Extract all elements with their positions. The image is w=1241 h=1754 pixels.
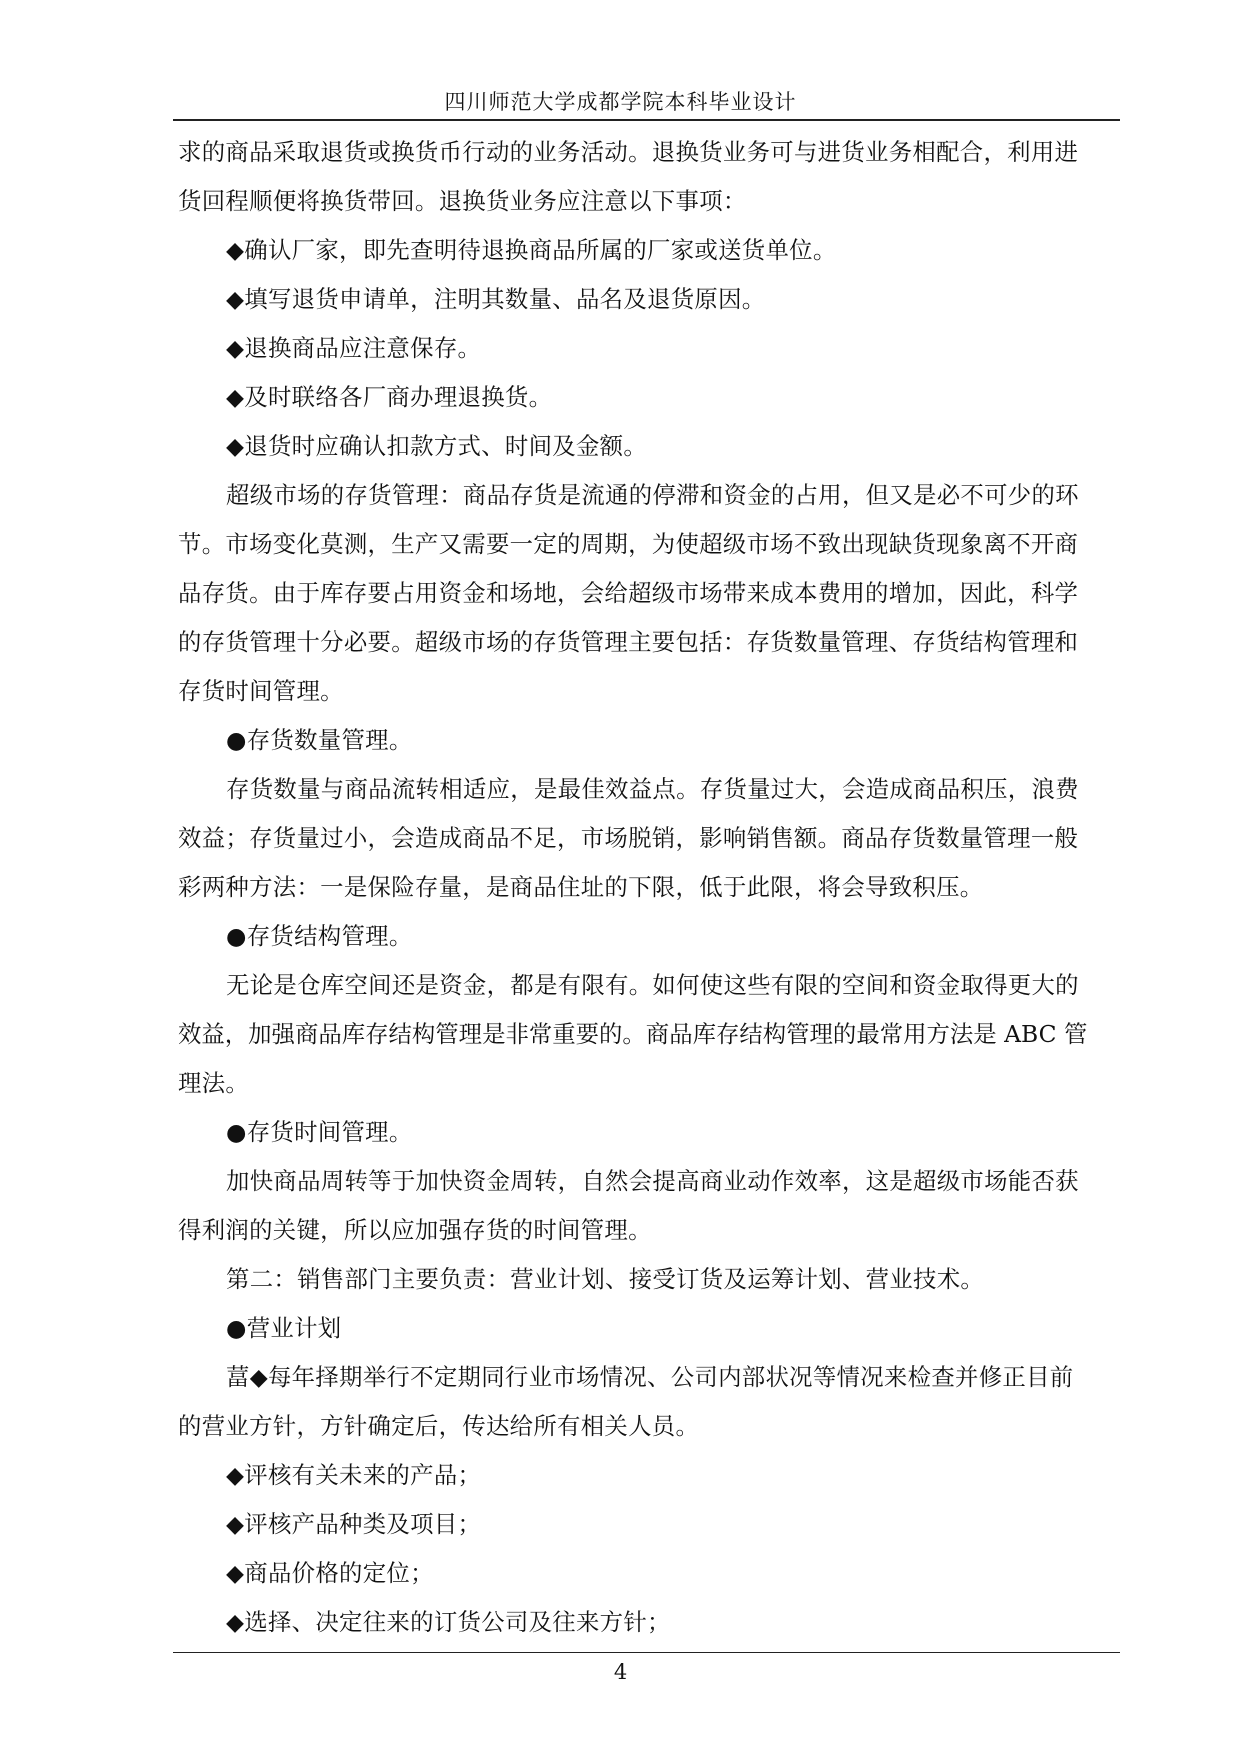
page-number: 4 [613, 1660, 628, 1684]
text-line: 得利润的关键，所以应加强存货的时间管理。 [178, 1216, 652, 1244]
section-heading: ●营业计划 [226, 1314, 342, 1342]
text-line: 品存货。由于库存要占用资金和场地，会给超级市场带来成本费用的增加，因此，科学 [178, 579, 1079, 607]
text-line: 节。市场变化莫测，生产又需要一定的周期，为使超级市场不致出现缺货现象离不开商 [178, 530, 1079, 558]
section-heading: ●存货数量管理。 [226, 726, 413, 754]
paragraph-start-line: 存货数量与商品流转相适应，是最佳效益点。存货量过大，会造成商品积压，浪费 [226, 775, 1079, 803]
footer-rule [173, 1652, 1120, 1653]
bullet-item: ◆填写退货申请单，注明其数量、品名及退货原因。 [226, 285, 766, 313]
bullet-item: ◆退货时应确认扣款方式、时间及金额。 [226, 432, 648, 460]
text-line: 货回程顺便将换货带回。退换货业务应注意以下事项： [178, 187, 747, 215]
bullet-item: ◆评核产品种类及项目； [226, 1510, 482, 1538]
text-line: 理法。 [178, 1069, 250, 1097]
text-line: 彩两种方法：一是保险存量，是商品住址的下限，低于此限，将会导致积压。 [178, 873, 984, 901]
text-line: 效益，加强商品库存结构管理是非常重要的。商品库存结构管理的最常用方法是 ABC 管 [178, 1020, 1088, 1048]
text-line: 的存货管理十分必要。超级市场的存货管理主要包括：存货数量管理、存货结构管理和 [178, 628, 1079, 656]
text-line: 的营业方针，方针确定后，传达给所有相关人员。 [178, 1412, 700, 1440]
bullet-item: ◆及时联络各厂商办理退换货。 [226, 383, 553, 411]
bullet-item: ◆退换商品应注意保存。 [226, 334, 482, 362]
paragraph-start-line: 加快商品周转等于加快资金周转，自然会提高商业动作效率，这是超级市场能否获 [226, 1167, 1079, 1195]
bullet-item: ◆评核有关未来的产品； [226, 1461, 482, 1489]
paragraph-start-line: 葍◆每年择期举行不定期同行业市场情况、公司内部状况等情况来检查并修正目前 [226, 1363, 1074, 1391]
bullet-item: ◆确认厂家，即先查明待退换商品所属的厂家或送货单位。 [226, 236, 837, 264]
section-heading: ●存货结构管理。 [226, 922, 413, 950]
header-rule [173, 119, 1120, 121]
section-heading: ●存货时间管理。 [226, 1118, 413, 1146]
body-text [178, 128, 1118, 1647]
paragraph-start-line: 超级市场的存货管理：商品存货是流通的停滞和资金的占用，但又是必不可少的环 [226, 481, 1079, 509]
bullet-item: ◆选择、决定往来的订货公司及往来方针； [226, 1608, 671, 1636]
page-header-title: 四川师范大学成都学院本科毕业设计 [444, 90, 797, 114]
text-line: 效益；存货量过小，会造成商品不足，市场脱销，影响销售额。商品存货数量管理一般 [178, 824, 1079, 852]
paragraph-start-line: 第二：销售部门主要负责：营业计划、接受订货及运筹计划、营业技术。 [226, 1265, 985, 1293]
bullet-item: ◆商品价格的定位； [226, 1559, 434, 1587]
paragraph-start-line: 无论是仓库空间还是资金，都是有限有。如何使这些有限的空间和资金取得更大的 [226, 971, 1079, 999]
text-line: 求的商品采取退货或换货币行动的业务活动。退换货业务可与进货业务相配合，利用进 [178, 138, 1079, 166]
text-line: 存货时间管理。 [178, 677, 344, 705]
